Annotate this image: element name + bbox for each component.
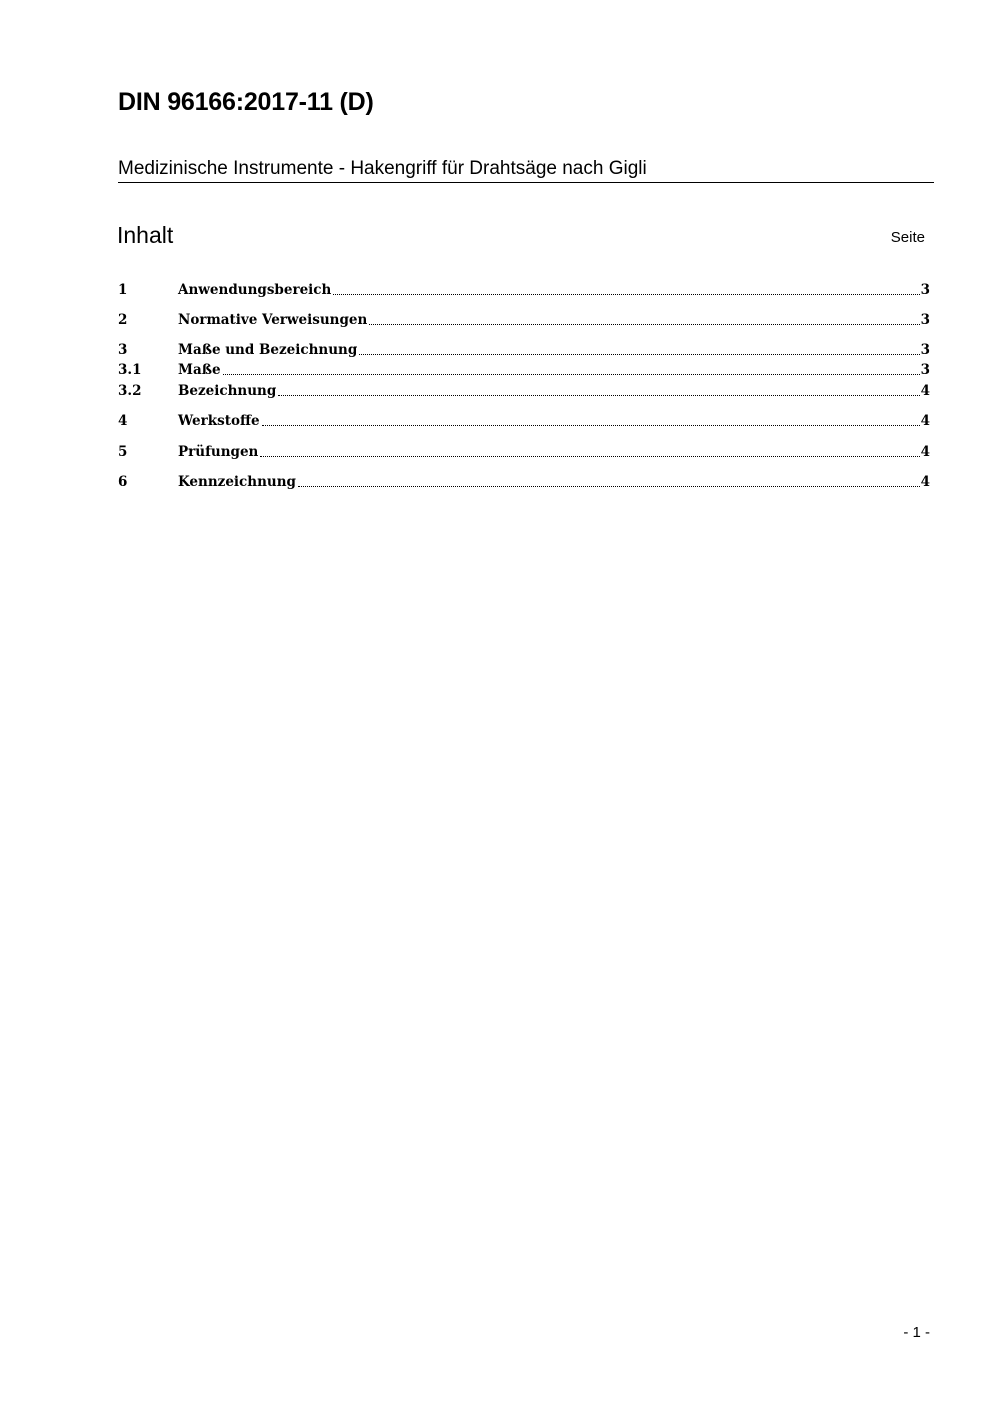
toc-dot-leader bbox=[333, 293, 919, 295]
toc-entry-page: 3 bbox=[920, 342, 930, 358]
toc-entry[interactable] bbox=[118, 411, 930, 431]
toc-entry[interactable] bbox=[118, 360, 930, 380]
toc-entry-number: 6 bbox=[118, 474, 128, 490]
document-title: Medizinische Instrumente - Hakengriff für Drahtsäge nach Gigli bbox=[118, 158, 934, 183]
page-number: - 1 - bbox=[903, 1324, 930, 1341]
toc-entry-title: Bezeichnung bbox=[178, 383, 277, 399]
toc-entry-page: 4 bbox=[920, 474, 930, 490]
toc-entry[interactable] bbox=[118, 442, 930, 462]
toc-dot-leader bbox=[278, 394, 919, 396]
toc-entry-number: 5 bbox=[118, 444, 128, 460]
toc-entry-page: 4 bbox=[920, 413, 930, 429]
toc-entry-page: 3 bbox=[920, 362, 930, 378]
toc-entry[interactable] bbox=[118, 280, 930, 300]
toc-page-column-heading: Seite bbox=[890, 229, 925, 246]
toc-entry-number: 1 bbox=[118, 282, 128, 298]
toc-dot-leader bbox=[298, 485, 920, 487]
toc-entry-number: 3.1 bbox=[118, 362, 142, 378]
toc-entry-title: Normative Verweisungen bbox=[178, 312, 368, 328]
toc-entry-title: Maße und Bezeichnung bbox=[178, 342, 358, 358]
toc-entry-number: 3.2 bbox=[118, 383, 142, 399]
toc-entry-title: Prüfungen bbox=[178, 444, 259, 460]
toc-dot-leader bbox=[223, 373, 920, 375]
toc-entry-title: Werkstoffe bbox=[178, 413, 260, 429]
toc-entry-title: Maße bbox=[178, 362, 221, 378]
toc-entry[interactable] bbox=[118, 472, 930, 492]
toc-entry-page: 3 bbox=[920, 282, 930, 298]
toc-entry-title: Kennzeichnung bbox=[178, 474, 296, 490]
toc-dot-leader bbox=[262, 424, 920, 426]
toc-dot-leader bbox=[359, 353, 919, 355]
toc-entry[interactable] bbox=[118, 310, 930, 330]
toc-entry-title: Anwendungsbereich bbox=[178, 282, 332, 298]
toc-entry[interactable] bbox=[118, 340, 930, 360]
toc-entry-number: 3 bbox=[118, 342, 128, 358]
toc-dot-leader bbox=[260, 455, 919, 457]
toc-entry-number: 4 bbox=[118, 413, 128, 429]
toc-entry-number: 2 bbox=[118, 312, 128, 328]
toc-entry-page: 4 bbox=[920, 383, 930, 399]
toc-entry[interactable] bbox=[118, 381, 930, 401]
document-id: DIN 96166:2017-11 (D) bbox=[118, 88, 374, 116]
toc-entry-page: 4 bbox=[920, 444, 930, 460]
toc-entry-page: 3 bbox=[920, 312, 930, 328]
toc-heading: Inhalt bbox=[117, 222, 174, 248]
toc-dot-leader bbox=[369, 323, 919, 325]
